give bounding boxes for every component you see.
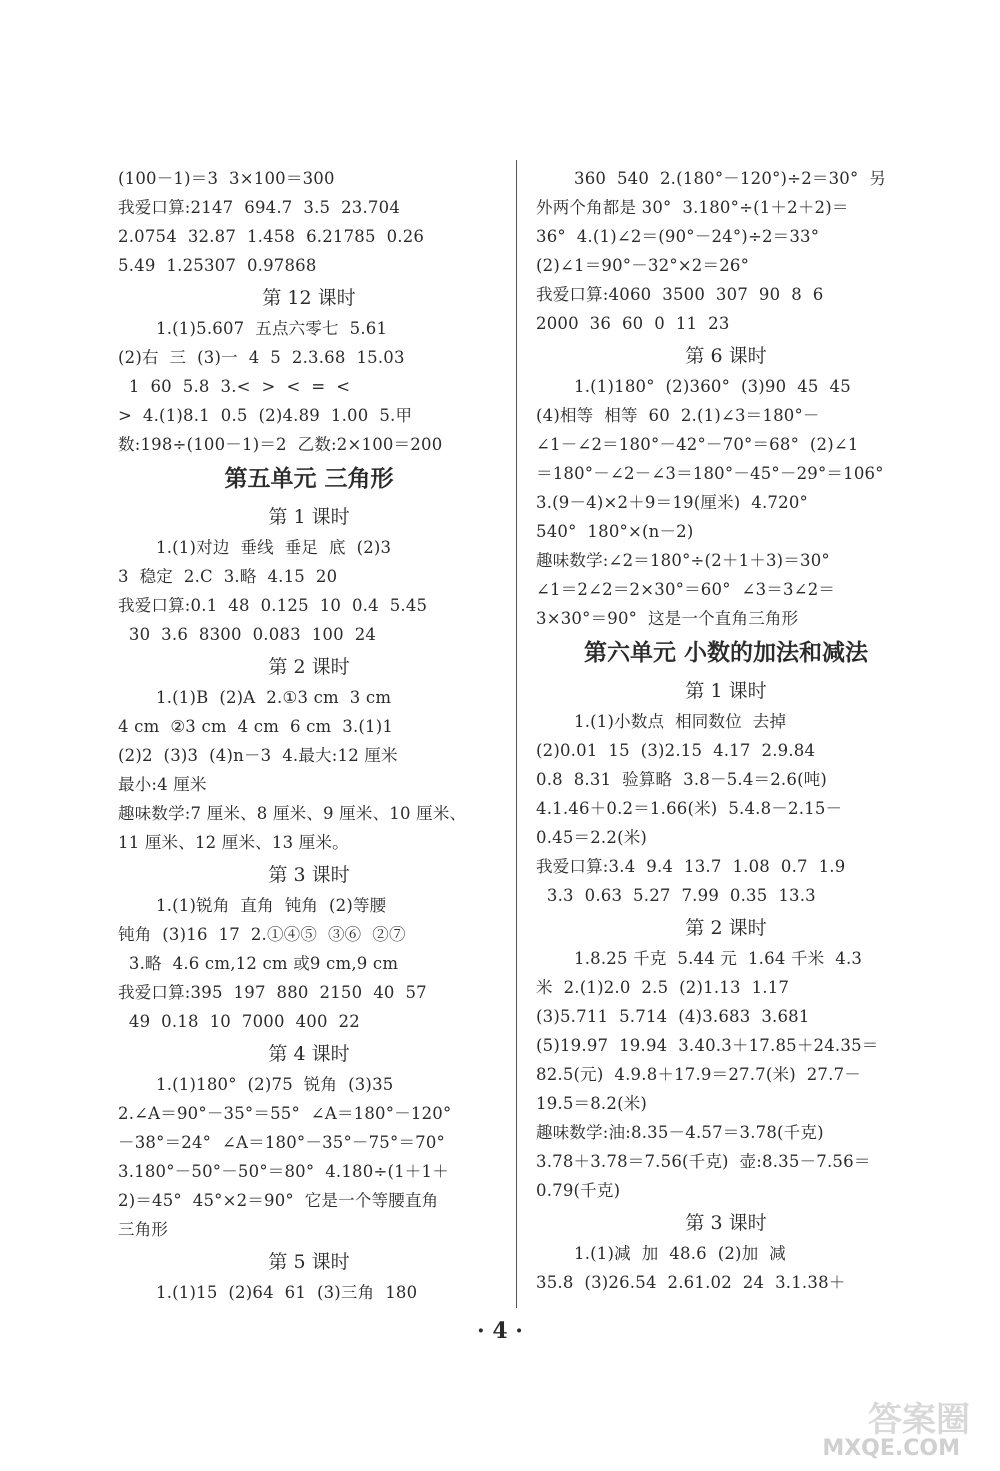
answer-line: 我爱口算:2147 694.7 3.5 23.704 (118, 198, 401, 217)
answer-line: ＝180°－∠2－∠3＝180°－45°－29°＝106° (536, 464, 884, 483)
answer-line: > 4.(1)8.1 0.5 (2)4.89 1.00 5.甲 (118, 406, 413, 425)
lesson-heading: 第 2 课时 (685, 917, 767, 939)
lesson-heading: 第 2 课时 (268, 656, 350, 678)
lesson-heading: 第 12 课时 (262, 287, 356, 309)
answer-line: 0.45＝2.2(米) (536, 828, 648, 847)
lesson-heading: 第 3 课时 (685, 1212, 767, 1234)
answer-line: 米 2.(1)2.0 2.5 (2)1.13 1.17 (536, 978, 790, 997)
answer-line: 数:198÷(100－1)＝2 乙数:2×100＝200 (118, 435, 443, 454)
unit-heading: 第五单元 三角形 (224, 466, 394, 492)
answer-line: 0.79(千克) (536, 1181, 621, 1200)
answer-line: 82.5(元) 4.9.8＋17.9＝27.7(米) 27.7－ (536, 1065, 861, 1084)
answer-line: 0.8 8.31 验算略 3.8－5.4＝2.6(吨) (536, 770, 828, 789)
answer-line: 趣味数学:∠2＝180°÷(2＋1＋3)＝30° (536, 551, 830, 570)
answer-line: 三角形 (118, 1220, 169, 1239)
answer-line: ∠1＝2∠2＝2×30°＝60° ∠3＝3∠2＝ (536, 580, 836, 599)
answer-line: 3.3 0.63 5.27 7.99 0.35 13.3 (536, 886, 816, 905)
answer-line: 3 稳定 2.C 3.略 4.15 20 (118, 567, 338, 586)
right-column (536, 164, 916, 1297)
answer-line: 外两个角都是 30° 3.180°÷(1＋2＋2)＝ (536, 198, 849, 217)
answer-line: 趣味数学:7 厘米、8 厘米、9 厘米、10 厘米、 (118, 804, 467, 823)
lesson-heading: 第 5 课时 (268, 1251, 350, 1273)
answer-line: 540° 180°×(n－2) (536, 522, 694, 541)
answer-line: 我爱口算:0.1 48 0.125 10 0.4 5.45 (118, 596, 428, 615)
lesson-heading: 第 1 课时 (685, 680, 767, 702)
lesson-heading: 第 6 课时 (685, 345, 767, 367)
left-column (118, 164, 500, 1307)
column-divider (516, 160, 517, 1308)
watermark-site: MXQE.COM (822, 1436, 960, 1461)
answer-line: 4 cm ②3 cm 4 cm 6 cm 3.(1)1 (118, 717, 394, 736)
answer-line: 3.180°－50°－50°＝80° 4.180÷(1＋1＋ (118, 1162, 449, 1181)
lesson-heading: 第 3 课时 (268, 864, 350, 886)
lesson-heading: 第 1 课时 (268, 506, 350, 528)
answer-line: －38°＝24° ∠A＝180°－35°－75°＝70° (118, 1133, 446, 1152)
answer-line: 1.(1)锐角 直角 钝角 (2)等腰 (156, 896, 387, 915)
page-number: · 4 · (477, 1318, 523, 1344)
unit-heading: 第六单元 小数的加法和减法 (583, 640, 868, 666)
answer-line: 2000 36 60 0 11 23 (536, 314, 730, 333)
answer-line: 1.(1)180° (2)75 锐角 (3)35 (156, 1075, 394, 1094)
answer-line: 5.49 1.25307 0.97868 (118, 256, 317, 275)
answer-line: 1.(1)15 (2)64 61 (3)三角 180 (156, 1283, 418, 1302)
answer-line: 1.(1)小数点 相同数位 去掉 (574, 712, 787, 731)
answer-line: 3.78＋3.78＝7.56(千克) 壶:8.35－7.56＝ (536, 1152, 871, 1171)
answer-line: 最小:4 厘米 (118, 775, 207, 794)
answer-line: 我爱口算:3.4 9.4 13.7 1.08 0.7 1.9 (536, 857, 846, 876)
answer-line: 1.(1)180° (2)360° (3)90 45 45 (574, 377, 851, 396)
answer-line: 1.(1)B (2)A 2.①3 cm 3 cm (156, 688, 392, 707)
answer-line: 3.略 4.6 cm,12 cm 或9 cm,9 cm (118, 954, 399, 973)
answer-line: 1.(1)对边 垂线 垂足 底 (2)3 (156, 538, 392, 557)
answer-line: 2)＝45° 45°×2＝90° 它是一个等腰直角 (118, 1191, 439, 1210)
answer-line: (2)∠1＝90°－32°×2＝26° (536, 256, 750, 275)
answer-line: (2)右 三 (3)一 4 5 2.3.68 15.03 (118, 348, 405, 367)
answer-line: 我爱口算:4060 3500 307 90 8 6 (536, 285, 824, 304)
lesson-heading: 第 4 课时 (268, 1043, 350, 1065)
answer-line: 2.0754 32.87 1.458 6.21785 0.26 (118, 227, 425, 246)
answer-line: (4)相等 相等 60 2.(1)∠3＝180°－ (536, 406, 820, 425)
answer-line: (2)0.01 15 (3)2.15 4.17 2.9.84 (536, 741, 816, 760)
answer-line: 49 0.18 10 7000 400 22 (118, 1012, 360, 1031)
answer-line: 19.5＝8.2(米) (536, 1094, 648, 1113)
answer-line: 钝角 (3)16 17 2.①④⑤ ③⑥ ②⑦ (118, 925, 406, 944)
answer-line: 3×30°＝90° 这是一个直角三角形 (536, 609, 799, 628)
answer-line: (2)2 (3)3 (4)n－3 4.最大:12 厘米 (118, 746, 398, 765)
answer-line: 35.8 (3)26.54 2.61.02 24 3.1.38＋ (536, 1273, 846, 1292)
answer-line: 2.∠A＝90°－35°＝55° ∠A＝180°－120° (118, 1104, 452, 1123)
answer-line: 1.8.25 千克 5.44 元 1.64 千米 4.3 (574, 949, 863, 968)
answer-line: 4.1.46＋0.2＝1.66(米) 5.4.8－2.15－ (536, 799, 843, 818)
answer-line: 3.(9－4)×2＋9＝19(厘米) 4.720° (536, 493, 808, 512)
answer-line: (100－1)＝3 3×100＝300 (118, 169, 335, 188)
answer-line: 我爱口算:395 197 880 2150 40 57 (118, 983, 427, 1002)
answer-line: 36° 4.(1)∠2＝(90°－24°)÷2＝33° (536, 227, 820, 246)
answer-line: 1 60 5.8 3.< > < = < (118, 377, 351, 396)
answer-line: 11 厘米、12 厘米、13 厘米。 (118, 833, 349, 852)
answer-line: 趣味数学:油:8.35－4.57＝3.78(千克) (536, 1123, 824, 1142)
answer-line: 1.(1)减 加 48.6 (2)加 减 (574, 1244, 786, 1263)
answer-line: ∠1－∠2＝180°－42°－70°＝68° (2)∠1 (536, 435, 859, 454)
watermark-logo: 答案圈 (868, 1400, 970, 1440)
answer-line: 360 540 2.(180°－120°)÷2＝30° 另 (574, 169, 887, 188)
answer-line: 30 3.6 8300 0.083 100 24 (118, 625, 377, 644)
answer-line: (5)19.97 19.94 3.40.3＋17.85＋24.35＝ (536, 1036, 879, 1055)
answer-line: (3)5.711 5.714 (4)3.683 3.681 (536, 1007, 810, 1026)
answer-line: 1.(1)5.607 五点六零七 5.61 (156, 319, 388, 338)
